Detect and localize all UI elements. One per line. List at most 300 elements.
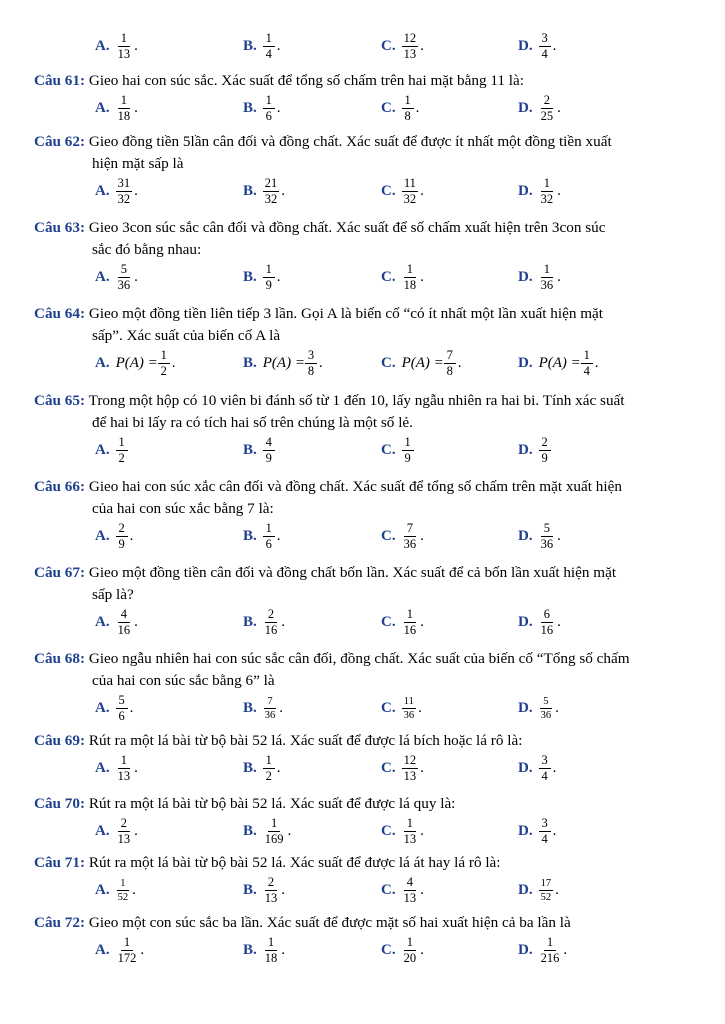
answer-punctuation: . bbox=[134, 268, 138, 285]
fraction-numerator: 17 bbox=[540, 877, 552, 889]
answer-option-d[interactable] bbox=[518, 930, 567, 970]
fraction bbox=[402, 32, 419, 61]
fraction-numerator: 6 bbox=[541, 608, 553, 623]
fraction bbox=[539, 436, 551, 465]
fraction bbox=[263, 817, 286, 846]
fraction bbox=[116, 754, 133, 783]
fraction-denominator: 16 bbox=[540, 622, 554, 637]
fraction-denominator: 6 bbox=[265, 536, 272, 551]
fraction-denominator: 4 bbox=[541, 831, 548, 846]
fraction-denominator: 13 bbox=[264, 890, 278, 905]
answer-option-b[interactable] bbox=[243, 26, 281, 66]
fraction-numerator: 1 bbox=[581, 349, 593, 364]
answer-option-d[interactable] bbox=[518, 748, 556, 788]
fraction-numerator: 5 bbox=[116, 694, 128, 709]
question-label: Câu 71: bbox=[34, 854, 86, 871]
answer-punctuation: . bbox=[420, 881, 424, 898]
fraction-numerator: 12 bbox=[403, 30, 417, 45]
answer-option-a[interactable] bbox=[95, 811, 138, 851]
answer-option-c[interactable] bbox=[381, 171, 424, 211]
fraction-denominator: 16 bbox=[403, 622, 417, 637]
fraction-numerator: 2 bbox=[116, 522, 128, 537]
answer-letter: D. bbox=[518, 881, 533, 898]
answer-option-a[interactable] bbox=[95, 870, 136, 910]
answer-letter: C. bbox=[381, 441, 396, 458]
answer-option-d[interactable] bbox=[518, 516, 561, 556]
fraction bbox=[539, 94, 556, 123]
answer-letter: D. bbox=[518, 268, 533, 285]
answer-letter: C. bbox=[381, 182, 396, 199]
fraction bbox=[116, 878, 131, 903]
answer-row bbox=[0, 602, 725, 642]
answer-letter: D. bbox=[518, 941, 533, 958]
fraction-numerator: 1 bbox=[263, 263, 275, 278]
question-line bbox=[34, 133, 612, 150]
answer-option-c[interactable] bbox=[381, 26, 424, 66]
answer-letter: D. bbox=[518, 759, 533, 776]
fraction-numerator: 5 bbox=[118, 263, 130, 278]
fraction-denominator: 13 bbox=[403, 768, 417, 783]
question-text: Rút ra một lá bài từ bộ bài 52 lá. Xác suất để được lá quy là: bbox=[85, 795, 456, 812]
question-line bbox=[34, 650, 630, 667]
answer-punctuation: . bbox=[557, 613, 561, 630]
answer-punctuation: . bbox=[552, 759, 557, 776]
fraction-denominator: 36 bbox=[540, 277, 554, 292]
fraction-denominator: 169 bbox=[264, 831, 284, 846]
answer-letter: D. bbox=[518, 527, 533, 544]
fraction-numerator: 2 bbox=[541, 94, 553, 109]
answer-option-b[interactable] bbox=[243, 811, 291, 851]
fraction-numerator: 1 bbox=[263, 94, 275, 109]
answer-letter: D. bbox=[518, 99, 533, 116]
answer-letter: B. bbox=[243, 881, 257, 898]
answer-option-c[interactable] bbox=[381, 257, 424, 297]
question-64 bbox=[34, 303, 694, 347]
answer-punctuation: . bbox=[557, 182, 561, 199]
answer-letter: C. bbox=[381, 699, 396, 716]
fraction-denominator: 13 bbox=[403, 46, 417, 61]
question-text: Gieo ngẫu nhiên hai con súc sắc cân đối, đồng chất. Xác suất của biến cố “Tổng số chấm bbox=[85, 650, 630, 667]
fraction-numerator: 1 bbox=[544, 936, 556, 951]
answer-letter: A. bbox=[95, 354, 110, 371]
question-text-continued: của hai con súc sắc bằng 6” là bbox=[92, 672, 275, 689]
fraction-denominator: 172 bbox=[117, 950, 137, 965]
answer-punctuation: . bbox=[555, 699, 559, 716]
answer-row bbox=[0, 26, 725, 66]
answer-option-a[interactable] bbox=[95, 88, 138, 128]
answer-letter: B. bbox=[243, 354, 257, 371]
answer-letter: C. bbox=[381, 99, 396, 116]
probability-prefix: P(A) = bbox=[262, 354, 305, 371]
answer-letter: D. bbox=[518, 699, 533, 716]
fraction-numerator: 1 bbox=[268, 817, 280, 832]
fraction-denominator: 216 bbox=[540, 950, 560, 965]
answer-option-b[interactable] bbox=[243, 870, 285, 910]
fraction bbox=[305, 349, 317, 378]
question-label: Câu 64: bbox=[34, 305, 86, 322]
answer-option-c[interactable] bbox=[381, 748, 424, 788]
question-label: Câu 67: bbox=[34, 564, 86, 581]
fraction bbox=[402, 936, 419, 965]
answer-option-a[interactable] bbox=[95, 930, 144, 970]
fraction-numerator: 3 bbox=[539, 754, 551, 769]
answer-letter: B. bbox=[243, 182, 257, 199]
fraction bbox=[402, 754, 419, 783]
fraction bbox=[263, 936, 280, 965]
answer-punctuation: . bbox=[134, 822, 138, 839]
question-text: Gieo một con súc sắc ba lần. Xác suất để được mặt số hai xuất hiện cả ba lần là bbox=[85, 914, 571, 931]
answer-letter: C. bbox=[381, 613, 396, 630]
question-line bbox=[34, 392, 625, 409]
answer-option-c[interactable] bbox=[381, 430, 414, 470]
fraction bbox=[263, 436, 275, 465]
answer-punctuation: . bbox=[420, 822, 424, 839]
answer-punctuation: . bbox=[276, 99, 281, 116]
question-line bbox=[34, 914, 571, 931]
answer-option-a[interactable] bbox=[95, 748, 138, 788]
answer-option-d[interactable] bbox=[518, 343, 599, 383]
answer-punctuation: . bbox=[557, 99, 561, 116]
answer-letter: C. bbox=[381, 354, 396, 371]
fraction bbox=[539, 522, 556, 551]
answer-option-a[interactable] bbox=[95, 343, 176, 383]
answer-punctuation: . bbox=[279, 699, 284, 716]
question-line bbox=[34, 854, 501, 871]
question-label: Câu 61: bbox=[34, 72, 86, 89]
answer-option-d[interactable] bbox=[518, 171, 561, 211]
answer-letter: A. bbox=[95, 881, 110, 898]
answer-punctuation: . bbox=[134, 613, 138, 630]
fraction bbox=[263, 608, 280, 637]
answer-letter: C. bbox=[381, 941, 396, 958]
answer-punctuation: . bbox=[420, 527, 424, 544]
fraction-denominator: 8 bbox=[404, 108, 411, 123]
fraction-numerator: 1 bbox=[404, 817, 416, 832]
answer-letter: B. bbox=[243, 941, 257, 958]
fraction bbox=[116, 608, 133, 637]
question-text-continued: của hai con súc xắc bằng 7 là: bbox=[92, 500, 274, 517]
fraction bbox=[116, 94, 133, 123]
fraction-numerator: 5 bbox=[540, 696, 552, 709]
answer-option-d[interactable] bbox=[518, 88, 561, 128]
answer-letter: A. bbox=[95, 699, 110, 716]
answer-row bbox=[0, 688, 725, 728]
question-label: Câu 70: bbox=[34, 795, 86, 812]
answer-option-c[interactable] bbox=[381, 870, 424, 910]
fraction bbox=[402, 696, 417, 721]
fraction bbox=[263, 522, 275, 551]
answer-option-c[interactable] bbox=[381, 930, 424, 970]
fraction-denominator: 2 bbox=[118, 450, 125, 465]
answer-punctuation: . bbox=[552, 37, 557, 54]
fraction bbox=[402, 608, 419, 637]
fraction-numerator: 3 bbox=[539, 817, 551, 832]
answer-punctuation: . bbox=[555, 881, 559, 898]
answer-letter: B. bbox=[243, 268, 257, 285]
fraction bbox=[539, 696, 554, 721]
question-label: Câu 63: bbox=[34, 219, 86, 236]
fraction bbox=[263, 177, 280, 206]
answer-row bbox=[0, 811, 725, 851]
fraction-numerator: 1 bbox=[263, 754, 275, 769]
answer-option-b[interactable] bbox=[243, 88, 281, 128]
fraction-denominator: 52 bbox=[117, 891, 129, 903]
answer-letter: C. bbox=[381, 37, 396, 54]
question-label: Câu 62: bbox=[34, 133, 86, 150]
question-63 bbox=[34, 217, 694, 261]
answer-option-d[interactable] bbox=[518, 26, 556, 66]
fraction-denominator: 52 bbox=[540, 891, 552, 903]
fraction-numerator: 21 bbox=[264, 175, 278, 190]
fraction-denominator: 18 bbox=[403, 277, 417, 292]
fraction-denominator: 13 bbox=[117, 768, 131, 783]
answer-punctuation: . bbox=[134, 99, 138, 116]
question-line bbox=[34, 305, 603, 322]
fraction-denominator: 18 bbox=[264, 950, 278, 965]
answer-option-b[interactable] bbox=[243, 930, 285, 970]
answer-letter: B. bbox=[243, 699, 257, 716]
fraction-denominator: 16 bbox=[117, 622, 131, 637]
question-line bbox=[34, 219, 606, 236]
fraction-numerator: 12 bbox=[403, 752, 417, 767]
answer-letter: C. bbox=[381, 822, 396, 839]
answer-option-d[interactable] bbox=[518, 602, 561, 642]
answer-option-d[interactable] bbox=[518, 688, 559, 728]
fraction-denominator: 2 bbox=[265, 768, 272, 783]
answer-option-c[interactable] bbox=[381, 811, 424, 851]
answer-punctuation: . bbox=[129, 699, 134, 716]
answer-option-d[interactable] bbox=[518, 811, 556, 851]
fraction-denominator: 2 bbox=[160, 363, 167, 378]
answer-letter: D. bbox=[518, 613, 533, 630]
question-text-continued: hiện mặt sấp là bbox=[92, 155, 184, 172]
question-line bbox=[34, 72, 524, 89]
fraction bbox=[402, 436, 414, 465]
answer-row bbox=[0, 430, 725, 470]
question-text: Trong một hộp có 10 viên bi đánh số từ 1 đến 10, lấy ngẫu nhiên ra hai bi. Tính xác suất bbox=[85, 392, 625, 409]
answer-letter: A. bbox=[95, 822, 110, 839]
fraction bbox=[402, 94, 414, 123]
answer-option-a[interactable] bbox=[95, 516, 133, 556]
answer-punctuation: . bbox=[134, 759, 138, 776]
question-text: Rút ra một lá bài từ bộ bài 52 lá. Xác suất để được lá át hay lá rô là: bbox=[85, 854, 501, 871]
answer-punctuation: . bbox=[420, 613, 424, 630]
answer-option-b[interactable] bbox=[243, 430, 275, 470]
fraction-denominator: 36 bbox=[117, 277, 131, 292]
answer-letter: C. bbox=[381, 268, 396, 285]
answer-letter: D. bbox=[518, 37, 533, 54]
question-line bbox=[34, 795, 455, 812]
answer-punctuation: . bbox=[132, 881, 136, 898]
fraction bbox=[539, 177, 556, 206]
answer-option-c[interactable] bbox=[381, 88, 419, 128]
answer-punctuation: . bbox=[281, 182, 286, 199]
fraction-numerator: 4 bbox=[118, 608, 130, 623]
fraction bbox=[263, 32, 275, 61]
answer-option-b[interactable] bbox=[243, 257, 281, 297]
answer-punctuation: . bbox=[594, 354, 599, 371]
fraction-denominator: 13 bbox=[117, 46, 131, 61]
question-text: Gieo một đồng tiền cân đối và đồng chất bốn lần. Xác suất để cả bốn lần xuất hiện mặt bbox=[85, 564, 617, 581]
answer-letter: D. bbox=[518, 182, 533, 199]
fraction bbox=[402, 263, 419, 292]
fraction-numerator: 11 bbox=[403, 175, 416, 190]
answer-letter: A. bbox=[95, 182, 110, 199]
fraction-denominator: 13 bbox=[117, 831, 131, 846]
question-text: Gieo hai con súc sắc. Xác suất để tổng số chấm trên hai mặt bằng 11 là: bbox=[85, 72, 524, 89]
question-text: Gieo hai con súc xắc cân đối và đồng chất. Xác suất để tổng số chấm trên mặt xuất hiện bbox=[85, 478, 622, 495]
question-text: Gieo đồng tiền 5lần cân đối và đồng chất. Xác suất để được ít nhất một đồng tiền xuất bbox=[85, 133, 612, 150]
fraction-numerator: 1 bbox=[118, 754, 130, 769]
fraction-numerator: 1 bbox=[117, 878, 129, 891]
answer-letter: D. bbox=[518, 822, 533, 839]
answer-punctuation: . bbox=[420, 268, 424, 285]
answer-option-a[interactable] bbox=[95, 171, 138, 211]
fraction-numerator: 1 bbox=[158, 349, 170, 364]
answer-letter: A. bbox=[95, 527, 110, 544]
answer-option-a[interactable] bbox=[95, 430, 128, 470]
answer-option-b[interactable] bbox=[243, 688, 283, 728]
answer-option-b[interactable] bbox=[243, 171, 285, 211]
question-65 bbox=[34, 390, 694, 434]
fraction-numerator: 3 bbox=[305, 349, 317, 364]
probability-prefix: P(A) = bbox=[401, 354, 444, 371]
answer-letter: B. bbox=[243, 99, 257, 116]
answer-row bbox=[0, 516, 725, 556]
answer-option-b[interactable] bbox=[243, 516, 281, 556]
answer-punctuation: . bbox=[276, 268, 281, 285]
fraction-denominator: 36 bbox=[540, 709, 552, 721]
answer-letter: A. bbox=[95, 37, 110, 54]
answer-punctuation: . bbox=[134, 37, 138, 54]
answer-option-c[interactable] bbox=[381, 343, 462, 383]
fraction bbox=[539, 263, 556, 292]
answer-row bbox=[0, 870, 725, 910]
answer-option-a[interactable] bbox=[95, 26, 138, 66]
fraction-denominator: 32 bbox=[117, 191, 131, 206]
fraction bbox=[158, 349, 170, 378]
fraction-denominator: 6 bbox=[265, 108, 272, 123]
fraction-numerator: 1 bbox=[402, 436, 414, 451]
answer-punctuation: . bbox=[281, 941, 286, 958]
fraction-denominator: 36 bbox=[403, 709, 415, 721]
fraction-numerator: 1 bbox=[263, 32, 275, 47]
question-text-continued: sắc đó bằng nhau: bbox=[92, 241, 202, 258]
answer-option-b[interactable] bbox=[243, 748, 281, 788]
answer-punctuation: . bbox=[420, 759, 424, 776]
fraction-numerator: 3 bbox=[539, 32, 551, 47]
answer-letter: A. bbox=[95, 268, 110, 285]
fraction-numerator: 11 bbox=[403, 695, 414, 707]
fraction-numerator: 7 bbox=[444, 349, 456, 364]
answer-option-c[interactable] bbox=[381, 688, 422, 728]
answer-letter: C. bbox=[381, 527, 396, 544]
answer-letter: C. bbox=[381, 881, 396, 898]
answer-option-b[interactable] bbox=[243, 343, 323, 383]
answer-letter: A. bbox=[95, 441, 110, 458]
answer-punctuation: . bbox=[415, 99, 420, 116]
answer-row bbox=[0, 930, 725, 970]
fraction-denominator: 4 bbox=[541, 46, 548, 61]
answer-option-d[interactable] bbox=[518, 257, 561, 297]
answer-option-d[interactable] bbox=[518, 430, 551, 470]
fraction-numerator: 1 bbox=[541, 263, 553, 278]
answer-letter: B. bbox=[243, 759, 257, 776]
answer-option-c[interactable] bbox=[381, 516, 424, 556]
fraction-numerator: 7 bbox=[404, 522, 416, 537]
question-text-continued: để hai bi lấy ra có tích hai số trên chúng là một số lẻ. bbox=[92, 414, 413, 431]
fraction bbox=[116, 32, 133, 61]
fraction-numerator: 2 bbox=[265, 608, 277, 623]
answer-punctuation: . bbox=[171, 354, 176, 371]
answer-option-a[interactable] bbox=[95, 257, 138, 297]
answer-letter: D. bbox=[518, 354, 533, 371]
fraction-numerator: 4 bbox=[404, 876, 416, 891]
answer-option-d[interactable] bbox=[518, 870, 559, 910]
fraction-numerator: 2 bbox=[265, 876, 277, 891]
answer-option-c[interactable] bbox=[381, 602, 424, 642]
answer-option-b[interactable] bbox=[243, 602, 285, 642]
question-text: Gieo một đồng tiền liên tiếp 3 lần. Gọi A là biến cố “có ít nhất một lần xuất hiện mặt bbox=[85, 305, 604, 322]
fraction-numerator: 2 bbox=[539, 436, 551, 451]
fraction bbox=[539, 32, 551, 61]
fraction-numerator: 2 bbox=[118, 817, 130, 832]
answer-punctuation: . bbox=[420, 182, 424, 199]
fraction-numerator: 1 bbox=[265, 936, 277, 951]
answer-punctuation: . bbox=[140, 941, 145, 958]
fraction-denominator: 20 bbox=[403, 950, 417, 965]
answer-letter: A. bbox=[95, 99, 110, 116]
answer-row bbox=[0, 343, 725, 383]
fraction bbox=[263, 696, 278, 721]
answer-letter: A. bbox=[95, 759, 110, 776]
fraction bbox=[116, 177, 133, 206]
fraction-denominator: 9 bbox=[541, 450, 548, 465]
answer-letter: A. bbox=[95, 941, 110, 958]
answer-punctuation: . bbox=[281, 613, 286, 630]
question-label: Câu 68: bbox=[34, 650, 86, 667]
answer-letter: C. bbox=[381, 759, 396, 776]
answer-row bbox=[0, 171, 725, 211]
fraction-denominator: 9 bbox=[404, 450, 411, 465]
answer-punctuation: . bbox=[276, 37, 281, 54]
answer-letter: D. bbox=[518, 441, 533, 458]
fraction-numerator: 1 bbox=[118, 94, 130, 109]
fraction bbox=[539, 878, 554, 903]
fraction bbox=[263, 876, 280, 905]
fraction-denominator: 18 bbox=[117, 108, 131, 123]
question-label: Câu 72: bbox=[34, 914, 86, 931]
question-text: Rút ra một lá bài từ bộ bài 52 lá. Xác suất để được lá bích hoặc lá rô là: bbox=[85, 732, 523, 749]
answer-punctuation: . bbox=[287, 822, 292, 839]
fraction bbox=[581, 349, 593, 378]
answer-punctuation: . bbox=[552, 822, 557, 839]
answer-letter: B. bbox=[243, 822, 257, 839]
question-label: Câu 66: bbox=[34, 478, 86, 495]
fraction-denominator: 8 bbox=[446, 363, 453, 378]
question-label: Câu 65: bbox=[34, 392, 86, 409]
fraction-numerator: 5 bbox=[541, 522, 553, 537]
answer-punctuation: . bbox=[281, 881, 286, 898]
fraction-numerator: 1 bbox=[402, 94, 414, 109]
answer-option-a[interactable] bbox=[95, 688, 133, 728]
fraction-numerator: 1 bbox=[116, 436, 128, 451]
fraction-numerator: 1 bbox=[121, 936, 133, 951]
fraction bbox=[402, 876, 419, 905]
probability-prefix: P(A) = bbox=[115, 354, 158, 371]
fraction bbox=[402, 177, 419, 206]
answer-option-a[interactable] bbox=[95, 602, 138, 642]
